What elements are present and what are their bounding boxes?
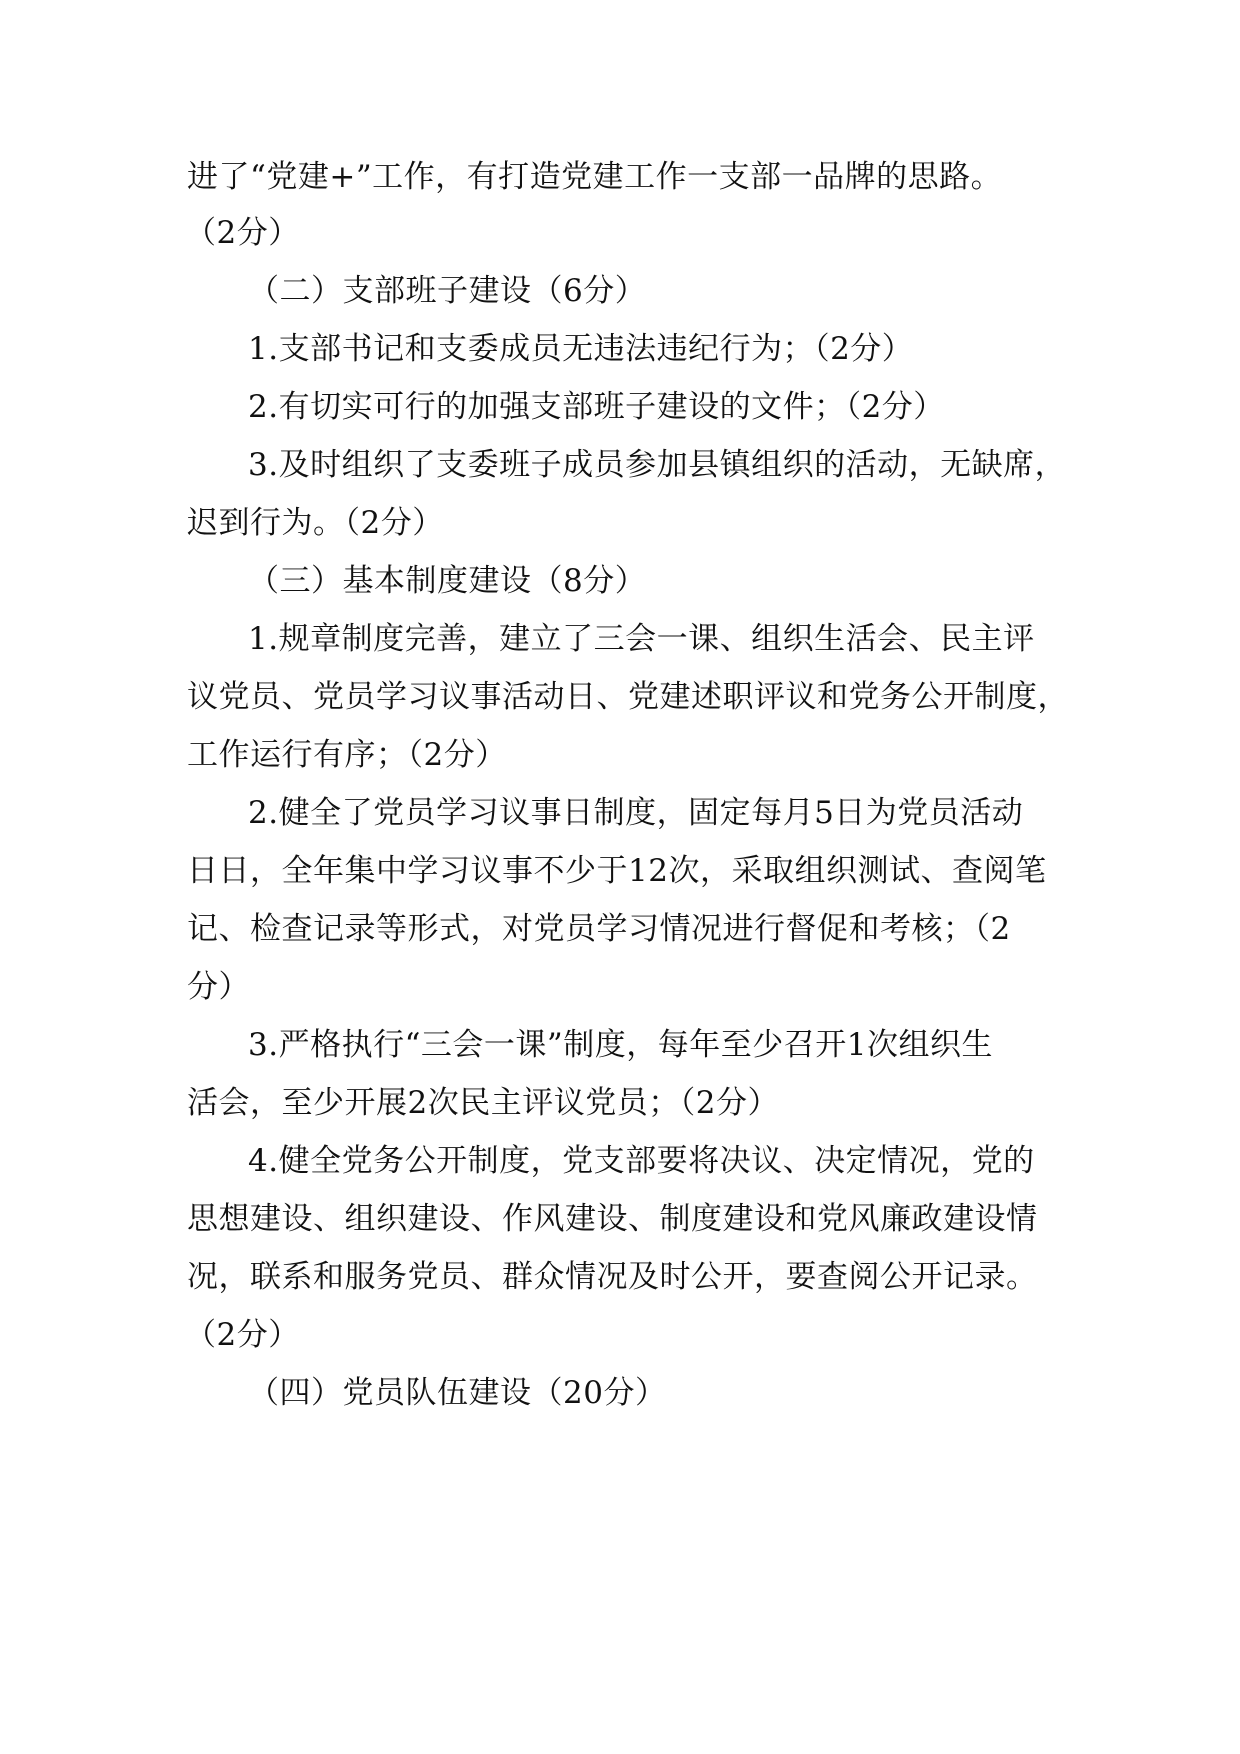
text-line: 工作运行有序；（2分）	[187, 737, 507, 773]
section-heading: （三）基本制度建设（8分）	[248, 563, 647, 599]
text-line: 分）	[187, 969, 250, 1005]
text-line: （2分）	[185, 1317, 300, 1353]
text-line: 3.严格执行“三会一课”制度，每年至少召开1次组织生	[248, 1027, 993, 1063]
text-line: 2.健全了党员学习议事日制度，固定每月5日为党员活动	[248, 795, 1024, 831]
text-line: （2分）	[185, 215, 300, 251]
text-line: 议党员、党员学习议事活动日、党建述职评议和党务公开制度，	[187, 679, 1069, 715]
text-line: 日日，全年集中学习议事不少于12次，采取组织测试、查阅笔	[187, 853, 1047, 889]
text-line: 进了“党建+”工作，有打造党建工作一支部一品牌的思路。	[187, 159, 1003, 195]
section-heading: （二）支部班子建设（6分）	[248, 273, 647, 309]
text-line: 3.及时组织了支委班子成员参加县镇组织的活动，无缺席，	[248, 447, 1067, 483]
text-line: 记、检查记录等形式，对党员学习情况进行督促和考核；（2	[187, 911, 1011, 947]
text-line: 4.健全党务公开制度，党支部要将决议、决定情况，党的	[248, 1143, 1035, 1179]
text-line: 2.有切实可行的加强支部班子建设的文件；（2分）	[248, 389, 945, 425]
text-line: 思想建设、组织建设、作风建设、制度建设和党风廉政建设情	[187, 1201, 1038, 1237]
section-heading: （四）党员队伍建设（20分）	[248, 1375, 667, 1411]
text-line: 活会，至少开展2次民主评议党员；（2分）	[187, 1085, 779, 1121]
text-line: 况，联系和服务党员、群众情况及时公开，要查阅公开记录。	[187, 1259, 1038, 1295]
text-line: 1.规章制度完善，建立了三会一课、组织生活会、民主评	[248, 621, 1035, 657]
text-line: 1.支部书记和支委成员无违法违纪行为；（2分）	[248, 331, 914, 367]
text-line: 迟到行为。（2分）	[187, 505, 444, 541]
